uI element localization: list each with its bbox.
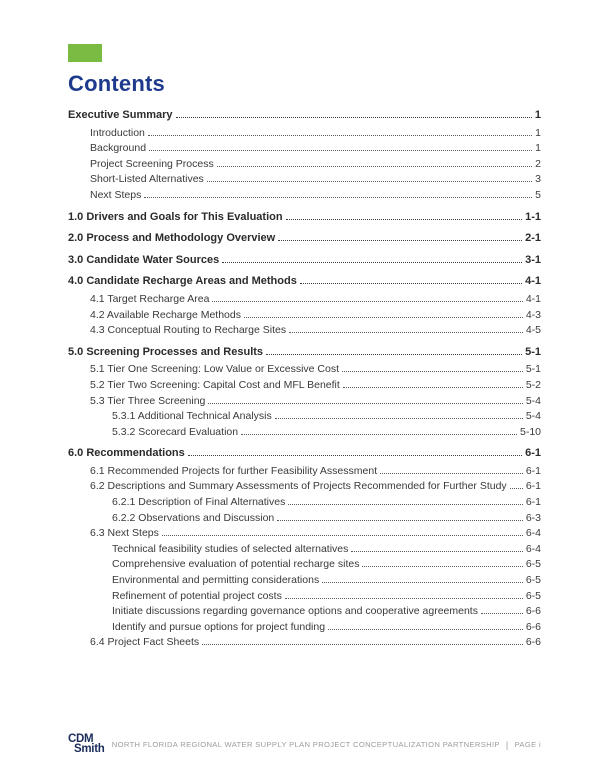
toc-page-number: 6-3 bbox=[525, 511, 541, 524]
toc-entry-label: Next Steps bbox=[90, 188, 142, 201]
toc-entry[interactable] bbox=[68, 210, 541, 226]
toc-entry-label: Project Screening Process bbox=[90, 157, 214, 170]
toc-entry-label: Background bbox=[90, 142, 147, 155]
toc-page-number: 3-1 bbox=[525, 253, 541, 266]
toc-entry-label: Environmental and permitting considerations bbox=[112, 574, 320, 587]
toc-leader-dots bbox=[481, 613, 523, 614]
page-footer bbox=[68, 735, 541, 754]
toc-entry-label: 4.1 Target Recharge Area bbox=[90, 292, 210, 305]
toc-leader-dots bbox=[285, 598, 523, 599]
toc-page-number: 6-1 bbox=[525, 447, 541, 460]
toc-leader-dots bbox=[289, 332, 523, 333]
toc-leader-dots bbox=[380, 473, 523, 474]
footer-page-number: PAGE i bbox=[514, 740, 541, 749]
toc-entry-label: 5.2 Tier Two Screening: Capital Cost and MFL Benefit bbox=[90, 378, 340, 391]
toc-entry[interactable] bbox=[68, 464, 541, 480]
toc-leader-dots bbox=[162, 535, 523, 536]
toc-leader-dots bbox=[188, 455, 522, 456]
toc-entry[interactable] bbox=[68, 425, 541, 441]
toc-page-number: 5-10 bbox=[519, 425, 541, 438]
toc-entry[interactable] bbox=[68, 511, 541, 527]
toc-leader-dots bbox=[362, 566, 522, 567]
toc-entry[interactable] bbox=[68, 323, 541, 339]
toc-entry[interactable] bbox=[68, 188, 541, 204]
toc-page-number: 1 bbox=[534, 109, 541, 121]
toc-page-number: 6-6 bbox=[525, 636, 541, 649]
toc-entry-label: Initiate discussions regarding governance options and cooperative agreements bbox=[112, 605, 478, 618]
toc-entry-label: 5.3.1 Additional Technical Analysis bbox=[112, 410, 272, 423]
toc-entry[interactable] bbox=[68, 409, 541, 425]
toc-leader-dots bbox=[351, 551, 522, 552]
green-accent-bar bbox=[68, 44, 102, 62]
toc-page-number: 2-1 bbox=[525, 232, 541, 245]
toc-page-number: 2 bbox=[535, 157, 541, 170]
footer-text-block bbox=[112, 740, 541, 750]
toc-page-number: 6-1 bbox=[525, 480, 541, 493]
toc-leader-dots bbox=[148, 135, 532, 136]
toc-page-number: 5-4 bbox=[525, 394, 541, 407]
toc-leader-dots bbox=[202, 644, 523, 645]
toc-leader-dots bbox=[343, 387, 523, 388]
toc-entry[interactable] bbox=[68, 526, 541, 542]
toc-entry-label: 6.3 Next Steps bbox=[90, 527, 159, 540]
toc-leader-dots bbox=[212, 301, 522, 302]
toc-leader-dots bbox=[300, 283, 522, 284]
page-title: Contents bbox=[68, 71, 165, 96]
toc-entry-label: Identify and pursue options for project funding bbox=[112, 620, 326, 633]
toc-leader-dots bbox=[266, 354, 522, 355]
toc-leader-dots bbox=[510, 488, 523, 489]
toc-page-number: 6-6 bbox=[525, 605, 541, 618]
toc-entry-label: 2.0 Process and Methodology Overview bbox=[68, 232, 276, 245]
toc-entry-label: 6.0 Recommendations bbox=[68, 447, 185, 460]
toc-page-number: 6-4 bbox=[525, 542, 541, 555]
toc-page-number: 1 bbox=[535, 126, 541, 139]
toc-entry-label: 5.1 Tier One Screening: Low Value or Excessive Cost bbox=[90, 363, 340, 376]
toc-page-number: 5 bbox=[535, 188, 541, 201]
toc-page-number: 4-3 bbox=[525, 308, 541, 321]
toc-leader-dots bbox=[241, 434, 517, 435]
footer-project-title: NORTH FLORIDA REGIONAL WATER SUPPLY PLAN PROJECT CONCEPTUALIZATION PARTNERSHIP bbox=[111, 740, 500, 749]
toc-leader-dots bbox=[208, 403, 522, 404]
toc-entry[interactable] bbox=[68, 253, 541, 269]
toc-leader-dots bbox=[288, 504, 522, 505]
toc-page-number: 1-1 bbox=[525, 210, 541, 223]
toc-page-number: 6-4 bbox=[525, 527, 541, 540]
logo-text-smith: Smith bbox=[74, 742, 105, 755]
toc-leader-dots bbox=[144, 197, 532, 198]
toc-entry[interactable] bbox=[68, 604, 541, 620]
toc-entry[interactable] bbox=[68, 126, 541, 142]
toc-leader-dots bbox=[322, 582, 523, 583]
cdm-smith-logo bbox=[68, 735, 104, 754]
toc-entry-label: Short-Listed Alternatives bbox=[90, 173, 204, 186]
toc-entry[interactable] bbox=[68, 542, 541, 558]
toc-leader-dots bbox=[342, 371, 523, 372]
toc-entry[interactable] bbox=[68, 308, 541, 324]
toc-entry-label: 4.2 Available Recharge Methods bbox=[90, 308, 241, 321]
toc-page-number: 5-1 bbox=[525, 345, 541, 358]
toc-entry[interactable] bbox=[68, 362, 541, 378]
toc-entry[interactable] bbox=[68, 479, 541, 495]
toc-leader-dots bbox=[277, 520, 523, 521]
footer-separator: | bbox=[505, 739, 509, 750]
toc-page-number: 6-5 bbox=[525, 574, 541, 587]
toc-entry[interactable] bbox=[68, 157, 541, 173]
toc-page-number: 6-1 bbox=[525, 496, 541, 509]
toc-page-number: 4-1 bbox=[525, 292, 541, 305]
toc-entry[interactable] bbox=[68, 394, 541, 410]
toc-entry[interactable] bbox=[68, 378, 541, 394]
toc-leader-dots bbox=[222, 262, 522, 263]
logo-text-cdm: CDM bbox=[68, 733, 94, 745]
toc-entry-label: Introduction bbox=[90, 126, 145, 139]
toc-entry-label: 3.0 Candidate Water Sources bbox=[68, 253, 220, 266]
toc-page-number: 5-4 bbox=[525, 410, 541, 423]
toc-entry-label: 4.0 Candidate Recharge Areas and Methods bbox=[68, 275, 297, 288]
toc-page-number: 6-5 bbox=[525, 589, 541, 602]
toc-entry[interactable] bbox=[68, 141, 541, 157]
toc-entry[interactable] bbox=[68, 292, 541, 308]
toc-entry[interactable] bbox=[68, 446, 541, 462]
toc-leader-dots bbox=[286, 219, 523, 220]
toc-entry[interactable] bbox=[68, 231, 541, 247]
toc-leader-dots bbox=[328, 629, 523, 630]
toc-leader-dots bbox=[149, 150, 532, 151]
toc-entry-label: 6.2.1 Description of Final Alternatives bbox=[112, 496, 286, 509]
toc-entry[interactable] bbox=[68, 620, 541, 636]
toc-page-number: 6-6 bbox=[525, 620, 541, 633]
toc-entry-label: 5.0 Screening Processes and Results bbox=[68, 345, 264, 358]
toc-entry-label: 6.2 Descriptions and Summary Assessments of Projects Recommended for Further Study bbox=[90, 480, 507, 493]
toc-page-number: 4-1 bbox=[525, 275, 541, 288]
toc-entry[interactable] bbox=[68, 589, 541, 605]
toc-leader-dots bbox=[244, 317, 523, 318]
toc-entry[interactable] bbox=[68, 495, 541, 511]
toc-page-number: 6-5 bbox=[525, 558, 541, 571]
toc-entry-label: 4.3 Conceptual Routing to Recharge Sites bbox=[90, 324, 287, 337]
toc-entry-label: Comprehensive evaluation of potential recharge sites bbox=[112, 558, 360, 571]
toc-entry-label: 5.3.2 Scorecard Evaluation bbox=[112, 425, 239, 438]
toc-entry[interactable] bbox=[68, 172, 541, 188]
toc-list bbox=[68, 108, 541, 651]
toc-entry-label: 6.4 Project Fact Sheets bbox=[90, 636, 200, 649]
toc-entry-label: Refinement of potential project costs bbox=[112, 589, 282, 602]
toc-entry-label: 6.2.2 Observations and Discussion bbox=[112, 511, 275, 524]
toc-entry[interactable] bbox=[68, 108, 541, 124]
toc-entry-label: 5.3 Tier Three Screening bbox=[90, 394, 206, 407]
toc-entry[interactable] bbox=[68, 557, 541, 573]
toc-entry[interactable] bbox=[68, 573, 541, 589]
toc-entry[interactable] bbox=[68, 274, 541, 290]
toc-page-number: 6-1 bbox=[525, 464, 541, 477]
toc-leader-dots bbox=[278, 240, 522, 241]
toc-page-number: 4-5 bbox=[525, 324, 541, 337]
toc-leader-dots bbox=[217, 166, 532, 167]
toc-entry-label: Technical feasibility studies of selected alternatives bbox=[112, 542, 349, 555]
toc-page-number: 3 bbox=[535, 173, 541, 186]
toc-entry[interactable] bbox=[68, 345, 541, 361]
toc-leader-dots bbox=[176, 117, 532, 118]
toc-entry-label: Executive Summary bbox=[68, 109, 173, 121]
toc-page-number: 5-2 bbox=[525, 378, 541, 391]
toc-entry-label: 6.1 Recommended Projects for further Feasibility Assessment bbox=[90, 464, 378, 477]
toc-entry-label: 1.0 Drivers and Goals for This Evaluation bbox=[68, 210, 283, 223]
toc-page-number: 5-1 bbox=[525, 363, 541, 376]
toc-page-number: 1 bbox=[535, 142, 541, 155]
toc-leader-dots bbox=[275, 418, 523, 419]
toc-entry[interactable] bbox=[68, 635, 541, 651]
toc-leader-dots bbox=[207, 181, 532, 182]
